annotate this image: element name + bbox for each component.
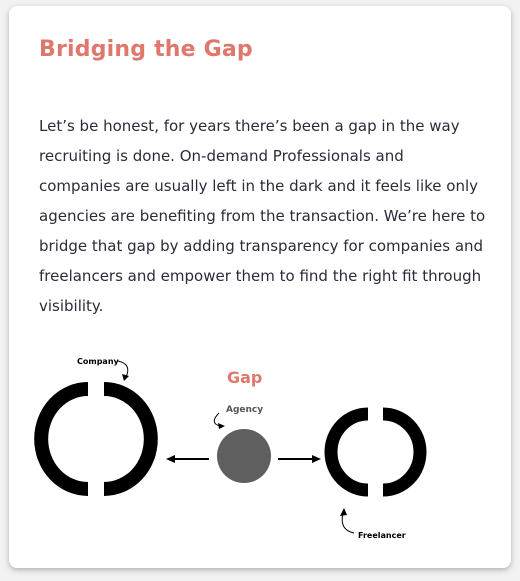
freelancer-label: Freelancer — [358, 531, 406, 540]
company-ring-left-arc — [41, 389, 88, 489]
arrow-to-company-head — [166, 455, 175, 463]
company-pointer-head — [122, 374, 129, 381]
gap-label: Gap — [227, 368, 263, 387]
arrow-to-freelancer-head — [312, 455, 321, 463]
card-body-text: Let’s be honest, for years there’s been a gap in the way recruiting is done. On-demand Professionals and companies are usually left in the dark and it feels like only agencies are benefiting from the transaction. We’re here to bridge that gap by adding transparency for companies and freelancers and empower them to find the right fit through visibility. — [39, 117, 486, 315]
card-title: Bridging the Gap — [39, 37, 253, 62]
company-ring-right-arc — [104, 389, 151, 489]
freelancer-pointer-head — [340, 508, 347, 516]
freelancer-pointer-curve — [342, 513, 354, 533]
agency-label: Agency — [226, 405, 264, 415]
freelancer-ring-left-arc — [331, 414, 368, 490]
freelancer-ring-right-arc — [383, 414, 420, 490]
company-label: Company — [77, 357, 119, 366]
agency-dot — [217, 429, 271, 483]
agency-pointer-head — [218, 423, 225, 429]
